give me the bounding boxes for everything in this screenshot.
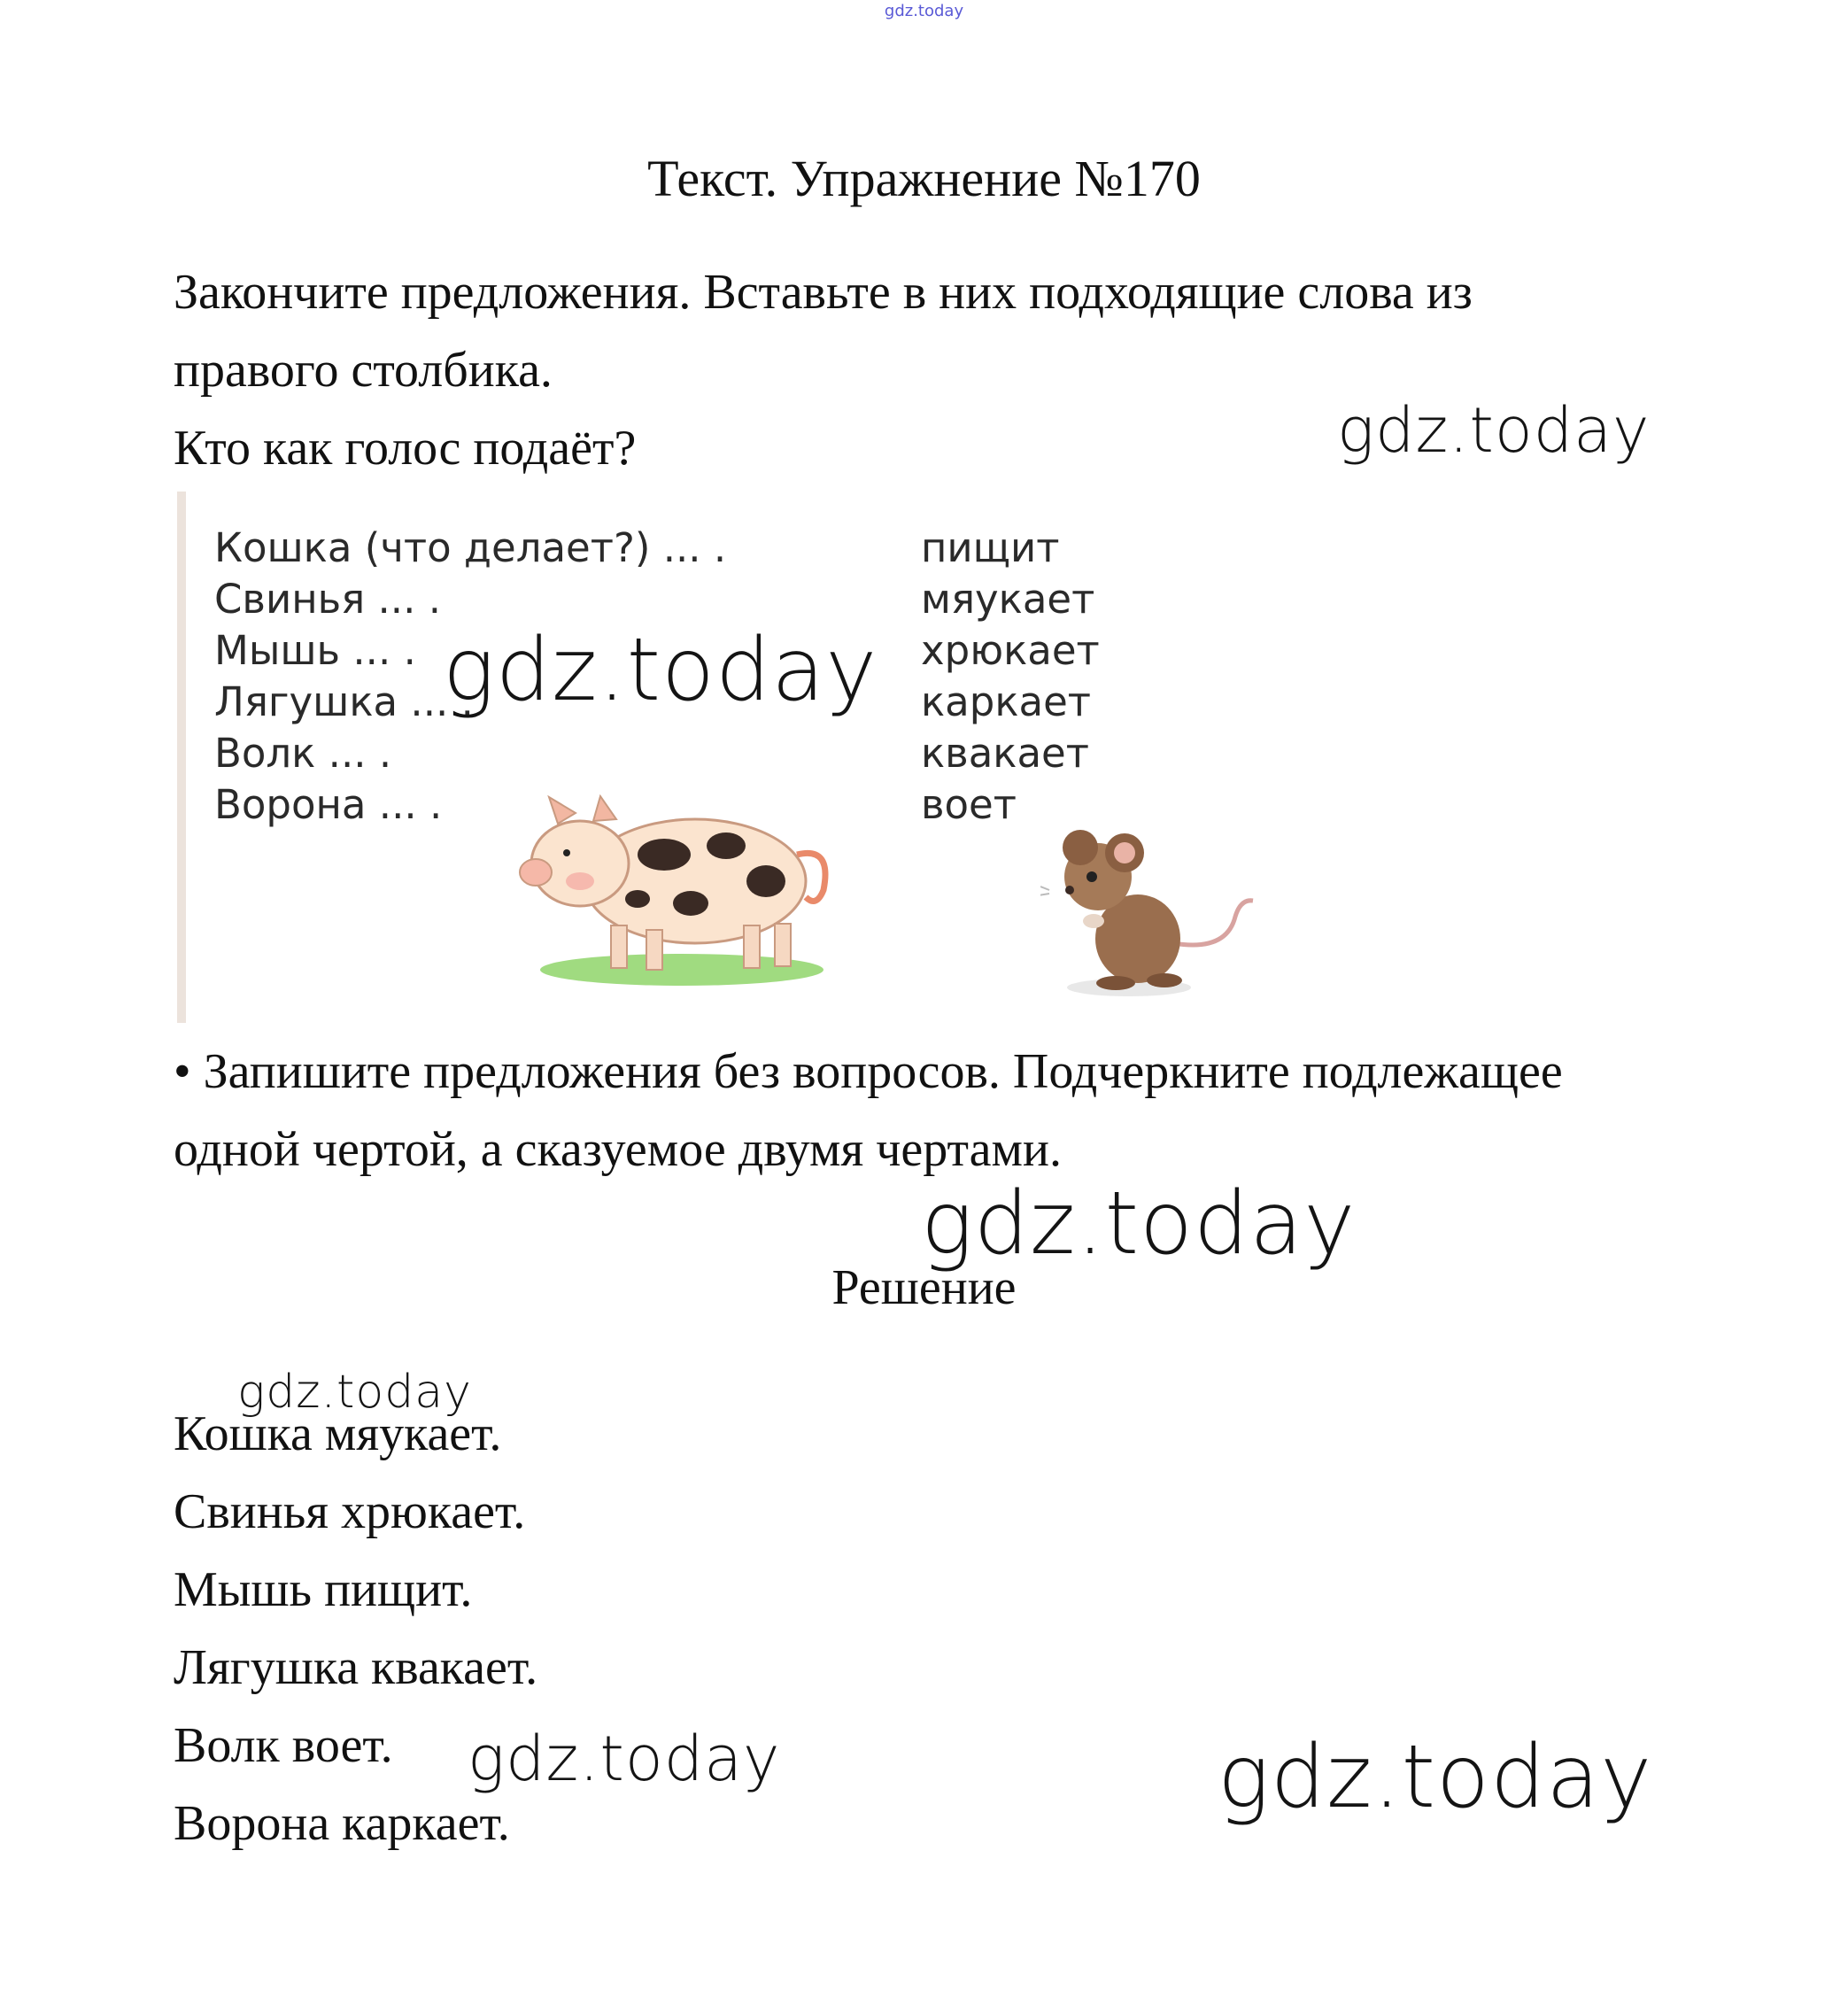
watermark: gdz.today [468,1723,781,1795]
answer-line: Волк воет. [174,1718,393,1773]
watermark: gdz.today [1337,394,1651,467]
instruction-question: Кто как голос подаёт? [174,421,637,476]
word-option: квакает [921,730,1089,777]
pig-illustration [505,793,859,987]
task2-line-2: одной чертой, а сказуемое двумя чертами. [174,1122,1062,1177]
sentence-row: Волк ... . [214,730,392,777]
answer-line: Мышь пищит. [174,1562,473,1617]
top-watermark: gdz.today [884,2,964,20]
watermark: gdz.today [921,1173,1357,1274]
mouse-illustration [1040,828,1288,1005]
answer-line: Ворона каркает. [174,1796,510,1851]
word-option: воет [921,781,1017,828]
sentence-row: Мышь ... . [214,627,416,674]
word-option: пищит [921,524,1060,571]
instruction-line-2: правого столбика. [174,343,553,398]
solution-heading: Решение [831,1260,1017,1315]
answer-line: Кошка мяукает. [174,1406,502,1461]
instruction-line-1: Закончите предложения. Вставьте в них подходящие слова из [174,265,1473,320]
sentence-row: Ворона ... . [214,781,443,828]
word-column [921,523,1100,831]
watermark: gdz.today [1218,1727,1653,1828]
word-option: каркает [921,678,1091,725]
sentence-row: Кошка (что делает?) ... . [214,524,727,571]
task2-line-1: • Запишите предложения без вопросов. Подчеркните подлежащее [174,1044,1563,1099]
word-option: хрюкает [921,627,1100,674]
page-title: Текст. Упражнение №170 [647,150,1201,207]
sentence-row: Свинья ... . [214,576,442,623]
word-option: мяукает [921,576,1095,623]
watermark: gdz.today [443,620,878,721]
answer-line: Лягушка квакает. [174,1640,538,1695]
watermark: gdz.today [237,1366,472,1419]
answer-line: Свинья хрюкает. [174,1484,526,1539]
sentence-row: Лягушка ... . [214,678,474,725]
